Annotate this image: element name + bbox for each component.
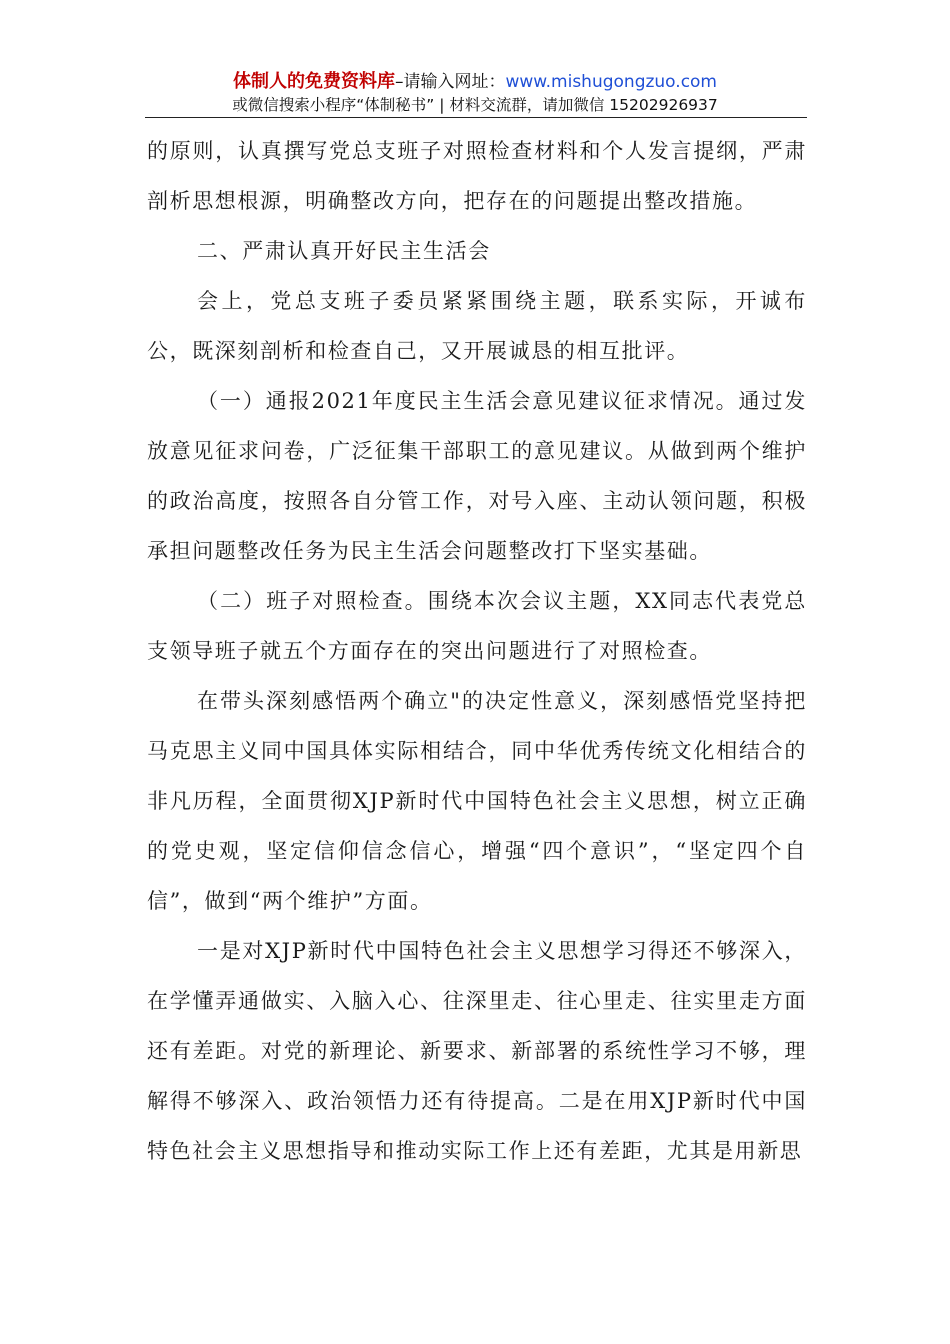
page-header bbox=[145, 70, 805, 116]
paragraph: （一）通报2021年度民主生活会意见建议征求情况。通过发放意见征求问卷，广泛征集干部职工的意见建议。从做到两个维护的政治高度，按照各自分管工作，对号入座、主动认领问题，积极承担问题整改任务为民主生活会问题整改打下坚实基础。 bbox=[147, 389, 807, 563]
header-line-1 bbox=[145, 70, 805, 94]
brand-title: 体制人的免费资料库 bbox=[232, 71, 395, 92]
paragraph: 会上，党总支班子委员紧紧围绕主题，联系实际，开诚布公，既深刻剖析和检查自己，又开展诚恳的相互批评。 bbox=[147, 289, 807, 363]
website-link[interactable]: www.mishugongzuo.com bbox=[505, 72, 717, 92]
paragraph: 一是对XJP新时代中国特色社会主义思想学习得还不够深入，在学懂弄通做实、入脑入心、往深里走、往心里走、往实里走方面还有差距。对党的新理论、新要求、新部署的系统性学习不够，理解得不够深入、政治领悟力还有待提高。二是在用XJP新时代中国特色社会主义思想指导和推动实际工作上还有差距，尤其是用新思 bbox=[147, 939, 807, 1163]
paragraph-continuation: 的原则，认真撰写党总支班子对照检查材料和个人发言提纲，严肃剖析思想根源，明确整改方向，把存在的问题提出整改措施。 bbox=[147, 139, 807, 213]
paragraph: 在带头深刻感悟两个确立"的决定性意义，深刻感悟党坚持把马克思主义同中国具体实际相结合，同中华优秀传统文化相结合的非凡历程，全面贯彻XJP新时代中国特色社会主义思想，树立正确的党史观，坚定信仰信念信心，增强“四个意识”，“坚定四个自信”，做到“两个维护”方面。 bbox=[147, 689, 807, 913]
document-body bbox=[147, 126, 807, 1176]
section-heading: 二、严肃认真开好民主生活会 bbox=[197, 239, 491, 263]
url-prompt: –请输入网址： bbox=[394, 72, 506, 92]
header-line-2: 或微信搜索小程序“体制秘书” | 材料交流群，请加微信 15202926937 bbox=[232, 96, 718, 114]
header-divider bbox=[145, 117, 807, 118]
paragraph: （二）班子对照检查。围绕本次会议主题，XX同志代表党总支领导班子就五个方面存在的突出问题进行了对照检查。 bbox=[147, 589, 807, 663]
